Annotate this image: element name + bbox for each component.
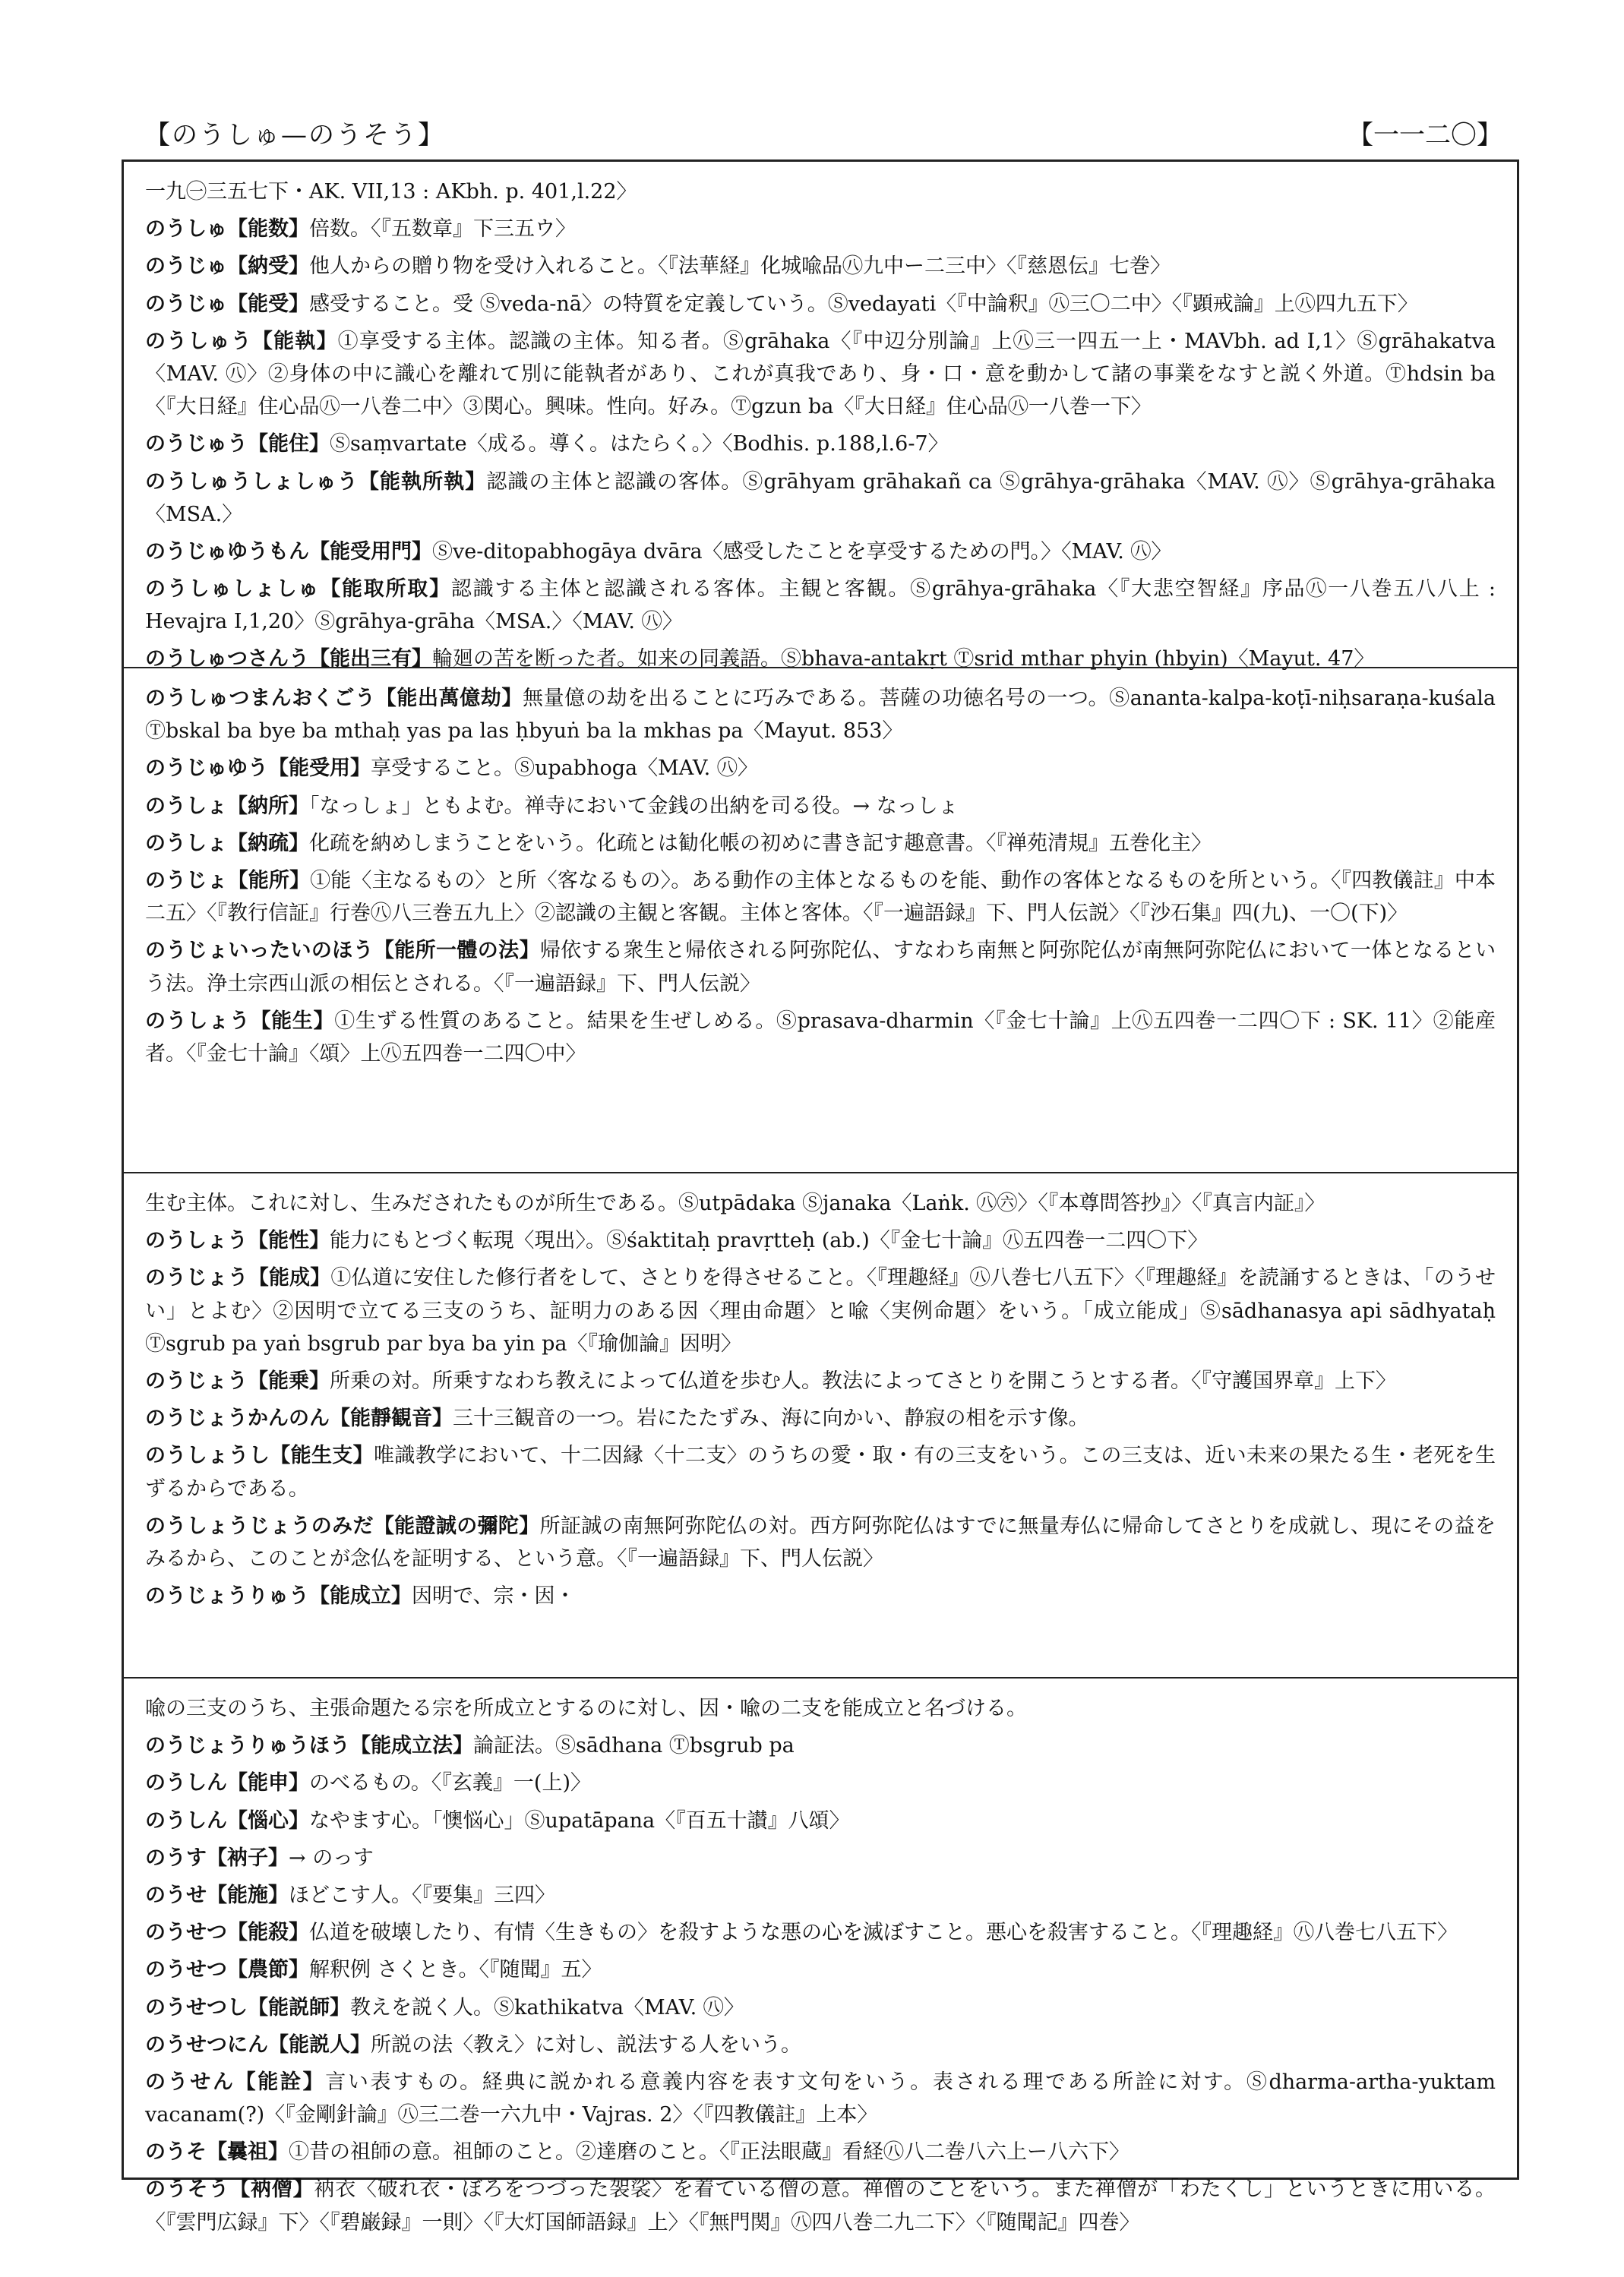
dictionary-entry [145, 428, 1496, 460]
entry-headword: のうす【衲子】 [145, 1846, 289, 1870]
dictionary-entry [145, 535, 1496, 568]
entry-headword: のうじゅ【納受】 [145, 254, 309, 279]
entry-definition: 因明で、宗・因・ [412, 1584, 576, 1609]
dictionary-entry [145, 2066, 1496, 2131]
entry-definition: 喩の三支のうち、主張命題たる宗を所成立とするのに対し、因・喩の二支を能成立と名づける。 [145, 1697, 1027, 1720]
column-4 [124, 1677, 1517, 2234]
entry-headword: のうせん【能詮】 [145, 2070, 326, 2094]
entry-definition: 倍数。〈『五数章』下三五ウ〉 [309, 217, 576, 242]
column-3 [124, 1172, 1517, 1673]
entry-definition: 所乗の対。所乗すなわち教えによって仏道を歩む人。教法によってさとりを開こうとする者。〈『守護国界章』上下〉 [330, 1369, 1396, 1393]
dictionary-entry [145, 790, 1496, 823]
dictionary-entry [145, 1439, 1496, 1505]
entry-headword: のうせつにん【能説人】 [145, 2032, 371, 2057]
entry-headword: のうしょうじょうのみだ【能證誠の彌陀】 [145, 1514, 540, 1538]
entry-headword: のうじょう【能乗】 [145, 1369, 330, 1393]
entry-headword: のうじゅう【能住】 [145, 432, 330, 456]
entry-definition: 仏道を破壊したり、有情〈生きもの〉を殺すような悪の心を滅ぼすこと。悪心を殺害すること。〈『理趣経』㊇八巻七八五下〉 [309, 1921, 1458, 1945]
page-header-title: 【のうしゅ—のうそう】 [144, 120, 445, 150]
dictionary-entry [145, 2136, 1496, 2168]
entry-headword: のうじょう【能成】 [145, 1266, 331, 1290]
dictionary-entry [145, 466, 1496, 531]
entry-definition: 他人からの贈り物を受け入れること。〈『法華経』化城喩品㊇九中ー二三中〉〈『慈恩伝』七巻〉 [309, 254, 1171, 279]
entry-definition: 能力にもとづく転現〈現出〉。Ⓢśaktitaḥ pravṛtteḥ (ab.)〈『金七十論』㊇五四巻一二四〇下〉 [330, 1229, 1209, 1253]
dictionary-entry [145, 1805, 1496, 1837]
entry-definition: 解釈例 さくとき。〈『随聞』五〉 [309, 1958, 602, 1982]
entry-headword: のうせつし【能説師】 [145, 1995, 350, 2020]
dictionary-entry [145, 1953, 1496, 1986]
entry-headword: のうしん【能申】 [145, 1771, 309, 1795]
entry-headword: のうしょ【納疏】 [145, 831, 309, 855]
entry-headword: のうしゅうしょしゅう【能執所執】 [145, 469, 487, 494]
entry-headword: のうせ【能施】 [145, 1883, 289, 1907]
dictionary-entry [145, 1365, 1496, 1397]
entry-definition: 享受すること。Ⓢupabhoga〈MAV. ㊇〉 [371, 756, 758, 781]
entry-definition: ①生ずる性質のあること。結果を生ぜしめる。Ⓢprasava-dharmin〈『金七十論』上㊇五四巻一二四〇下 : SK. 11〉②能産者。〈『金七十論』〈頌〉上㊇五四巻一二四〇中〉 [145, 1009, 1496, 1066]
dictionary-entry [145, 1005, 1496, 1070]
entry-definition: なやます心。「懊悩心」Ⓢupatāpana〈『百五十讃』八頌〉 [309, 1808, 850, 1833]
dictionary-entry [145, 1262, 1496, 1360]
entry-headword: のうしゅ【能数】 [145, 217, 309, 242]
entry-definition: 一九㊀三五七下・AK. VII,13 : AKbh. p. 401,l.22〉 [145, 180, 637, 204]
dictionary-entry [145, 573, 1496, 638]
entry-headword: のうじょうりゅう【能成立】 [145, 1584, 412, 1609]
entry-headword: のうしょう【能生】 [145, 1009, 335, 1033]
entry-headword: のうしゅつさんう【能出三有】 [145, 647, 432, 671]
dictionary-entry [145, 1510, 1496, 1575]
dictionary-entry [145, 1224, 1496, 1257]
entry-definition: Ⓢsaṃvartate〈成る。導く。はたらく。〉〈Bodhis. p.188,l.6-7〉 [330, 432, 949, 456]
dictionary-entry [145, 1916, 1496, 1949]
entry-headword: のうしょ【納所】 [145, 794, 309, 818]
entry-definition: 認識する主体と認識される客体。主観と客観。Ⓢgrāhya-grāhaka〈『大悲空智経』序品㊇一八巻五八八上 : Hevajra I,1,20〉Ⓢgrāhya-grāha〈MSA.〉〈MAV. ㊇〉 [145, 577, 1496, 634]
entry-headword: のうじょうりゅうほう【能成立法】 [145, 1734, 473, 1758]
entry-definition: Ⓢve-ditopabhogāya dvāra〈感受したことを享受するための門。〉〈MAV. ㊇〉 [432, 539, 1172, 564]
entry-headword: のうじょうかんのん【能靜観音】 [145, 1407, 453, 1431]
entry-headword: のうじゅゆう【能受用】 [145, 756, 371, 781]
dictionary-entry [145, 175, 1496, 208]
entry-definition: ①仏道に安住した修行者をして、さとりを得させること。〈『理趣経』㊇八巻七八五下〉〈『理趣経』を読誦するときは、「のうせい」とよむ〉②因明で立てる三支のうち、証明力のある因〈理由命題〉と喩〈実例命題〉をいう。「成立能成」Ⓢsādhanasya api sādhyataḥ Ⓣsgrub pa yaṅ bsgrub par bya ba yin pa〈『瑜伽論』因明〉 [145, 1266, 1496, 1356]
entry-headword: のうじゅゆうもん【能受用門】 [145, 539, 432, 564]
entry-definition: 認識の主体と認識の客体。Ⓢgrāhyam grāhakañ ca Ⓢgrāhya-grāhaka〈MAV. ㊇〉Ⓢgrāhya-grāhaka〈MSA.〉 [145, 469, 1496, 526]
dictionary-entry [145, 1842, 1496, 1874]
dictionary-entry [145, 1402, 1496, 1435]
dictionary-entry [145, 752, 1496, 785]
dictionary-entry [145, 325, 1496, 424]
entry-headword: のうじゅ【能受】 [145, 292, 309, 316]
dictionary-entry [145, 1879, 1496, 1912]
entry-headword: のうそう【衲僧】 [145, 2178, 314, 2202]
entry-definition: のべるもの。〈『玄義』一(上)〉 [309, 1771, 591, 1795]
entry-headword: のうしゅう【能執】 [145, 329, 338, 353]
entry-headword: のうしょう【能性】 [145, 1229, 330, 1253]
entry-definition: 帰依する衆生と帰依される阿弥陀仏、すなわち南無と阿弥陀仏が南無阿弥陀仏において一体となるという法。浄土宗西山派の相伝とされる。〈『一遍語録』下、門人伝説〉 [145, 939, 1496, 996]
entry-definition: 生む主体。これに対し、生みだされたものが所生である。Ⓢutpādaka Ⓢjanaka〈Laṅk. ㊇㊅〉〈『本尊問答抄』〉〈『真言内証』〉 [145, 1192, 1325, 1215]
entry-definition: 感受すること。受 Ⓢveda-nā〉の特質を定義していう。Ⓢvedayati〈『中論釈』㊇三〇二中〉〈『顕戒論』上㊇四九五下〉 [309, 292, 1418, 316]
dictionary-entry [145, 1991, 1496, 2024]
column-2 [124, 667, 1517, 1168]
dictionary-entry [145, 2029, 1496, 2061]
dictionary-entry [145, 288, 1496, 321]
entry-definition: 三十三観音の一つ。岩にたたずみ、海に向かい、静寂の相を示す像。 [453, 1407, 1089, 1431]
dictionary-entry [145, 934, 1496, 1000]
dictionary-entry [145, 2173, 1496, 2238]
entry-definition: 言い表すもの。経典に説かれる意義内容を表す文句をいう。表される理である所詮に対す。Ⓢdharma-artha-yuktam vacanam(?)〈『金剛針論』㊇三二巻一六九中・Vajras. 2〉〈『四教儀註』上本〉 [145, 2070, 1496, 2127]
entry-definition: 唯識教学において、十二因縁〈十二支〉のうちの愛・取・有の三支をいう。この三支は、近い未来の果たる生・老死を生ずるからである。 [145, 1444, 1496, 1501]
dictionary-entry [145, 1580, 1496, 1612]
entry-headword: のうしゅしょしゅ【能取所取】 [145, 577, 451, 602]
dictionary-entry [145, 250, 1496, 283]
entry-definition: 所説の法〈教え〉に対し、説法する人をいう。 [371, 2032, 801, 2057]
entry-definition: ①昔の祖師の意。祖師のこと。②達磨のこと。〈『正法眼蔵』看経㊇八二巻八六上ー八六下〉 [289, 2140, 1130, 2165]
entry-definition: 輪廻の苦を断った者。如来の同義語。Ⓢbhava-antakṛt Ⓣsrid mthar phyin (hbyin)〈Mayut. 47〉 [432, 647, 1375, 671]
entry-headword: のうせつ【農節】 [145, 1958, 309, 1982]
entry-definition: 無量億の劫を出ることに巧みである。菩薩の功徳名号の一つ。Ⓢananta-kalpa-koṭī-niḥsaraṇa-kuśala Ⓣbskal ba bye ba mthaḥ yas pa las ḥbyuṅ ba la mkhas pa〈Mayut. 853〉 [145, 687, 1496, 744]
dictionary-entry [145, 213, 1496, 245]
entry-definition: ①能〈主なるもの〉と所〈客なるもの〉。ある動作の主体となるものを能、動作の客体となるものを所という。〈『四教儀註』中本二五〉〈『教行信証』行巻㊇八三巻五九上〉②認識の主観と客観。主体と客体。〈『一遍語録』下、門人伝説〉〈『沙石集』四(九)、一〇(下)〉 [145, 868, 1496, 926]
entry-definition: 化疏を納めしまうことをいう。化疏とは勧化帳の初めに書き記す趣意書。〈『禅苑清規』五巻化主〉 [309, 831, 1212, 855]
entry-definition: 論証法。Ⓢsādhana Ⓣbsgrub pa [473, 1734, 795, 1758]
entry-headword: のうしょうし【能生支】 [145, 1444, 374, 1468]
dictionary-entry [145, 1692, 1496, 1725]
page-number: 【一一二〇】 [1348, 120, 1502, 150]
dictionary-entry [145, 864, 1496, 930]
dictionary-entry [145, 827, 1496, 860]
entry-headword: のうそ【曩祖】 [145, 2140, 289, 2165]
entry-definition: 「なっしょ」ともよむ。禅寺において金銭の出納を司る役。→ なっしょ [309, 794, 959, 818]
entry-headword: のうせつ【能殺】 [145, 1921, 309, 1945]
entry-definition: ①享受する主体。認識の主体。知る者。Ⓢgrāhaka〈『中辺分別論』上㊇三一四五一上・MAVbh. ad I,1〉Ⓢgrāhakatva〈MAV. ㊇〉②身体の中に識心を離れて別に能執者があり、これが真我であり、身・口・意を動かして諸の事業をなすと説く外道。Ⓣhdsin ba〈『大日経』住心品㊇一八巻二中〉③関心。興味。性向。好み。Ⓣgzun ba〈『大日経』住心品㊇一八巻一下〉 [145, 329, 1496, 419]
entry-definition: 教えを説く人。Ⓢkathikatva〈MAV. ㊇〉 [350, 1995, 744, 2020]
dictionary-entry [145, 1729, 1496, 1762]
entry-headword: のうじょいったいのほう【能所一體の法】 [145, 939, 540, 963]
entry-headword: のうしん【惱心】 [145, 1808, 309, 1833]
entry-definition: → のっす [289, 1846, 374, 1870]
entry-definition: 所証誠の南無阿弥陀仏の対。西方阿弥陀仏はすでに無量寿仏に帰命してさとりを成就し、現にその益をみるから、このことが念仏を証明する、という意。〈『一遍語録』下、門人伝説〉 [145, 1514, 1496, 1571]
entry-definition: 衲衣〈破れ衣・ぼろをつづった袈裟〉を着ている僧の意。禅僧のことをいう。また禅僧が「わたくし」というときに用いる。〈『雲門広録』下〉〈『碧巌録』一則〉〈『大灯国師語録』上〉〈『無門関』㊇四八巻二九二下〉〈『随聞記』四巻〉 [145, 2178, 1496, 2234]
entry-definition: ほどこす人。〈『要集』三四〉 [289, 1883, 555, 1907]
dictionary-entry [145, 682, 1496, 747]
dictionary-entry [145, 1767, 1496, 1799]
column-1 [124, 162, 1517, 671]
dictionary-page [122, 159, 1519, 2234]
entry-headword: のうじょ【能所】 [145, 868, 311, 892]
entry-headword: のうしゅつまんおくごう【能出萬億劫】 [145, 687, 523, 710]
dictionary-entry [145, 1187, 1496, 1220]
